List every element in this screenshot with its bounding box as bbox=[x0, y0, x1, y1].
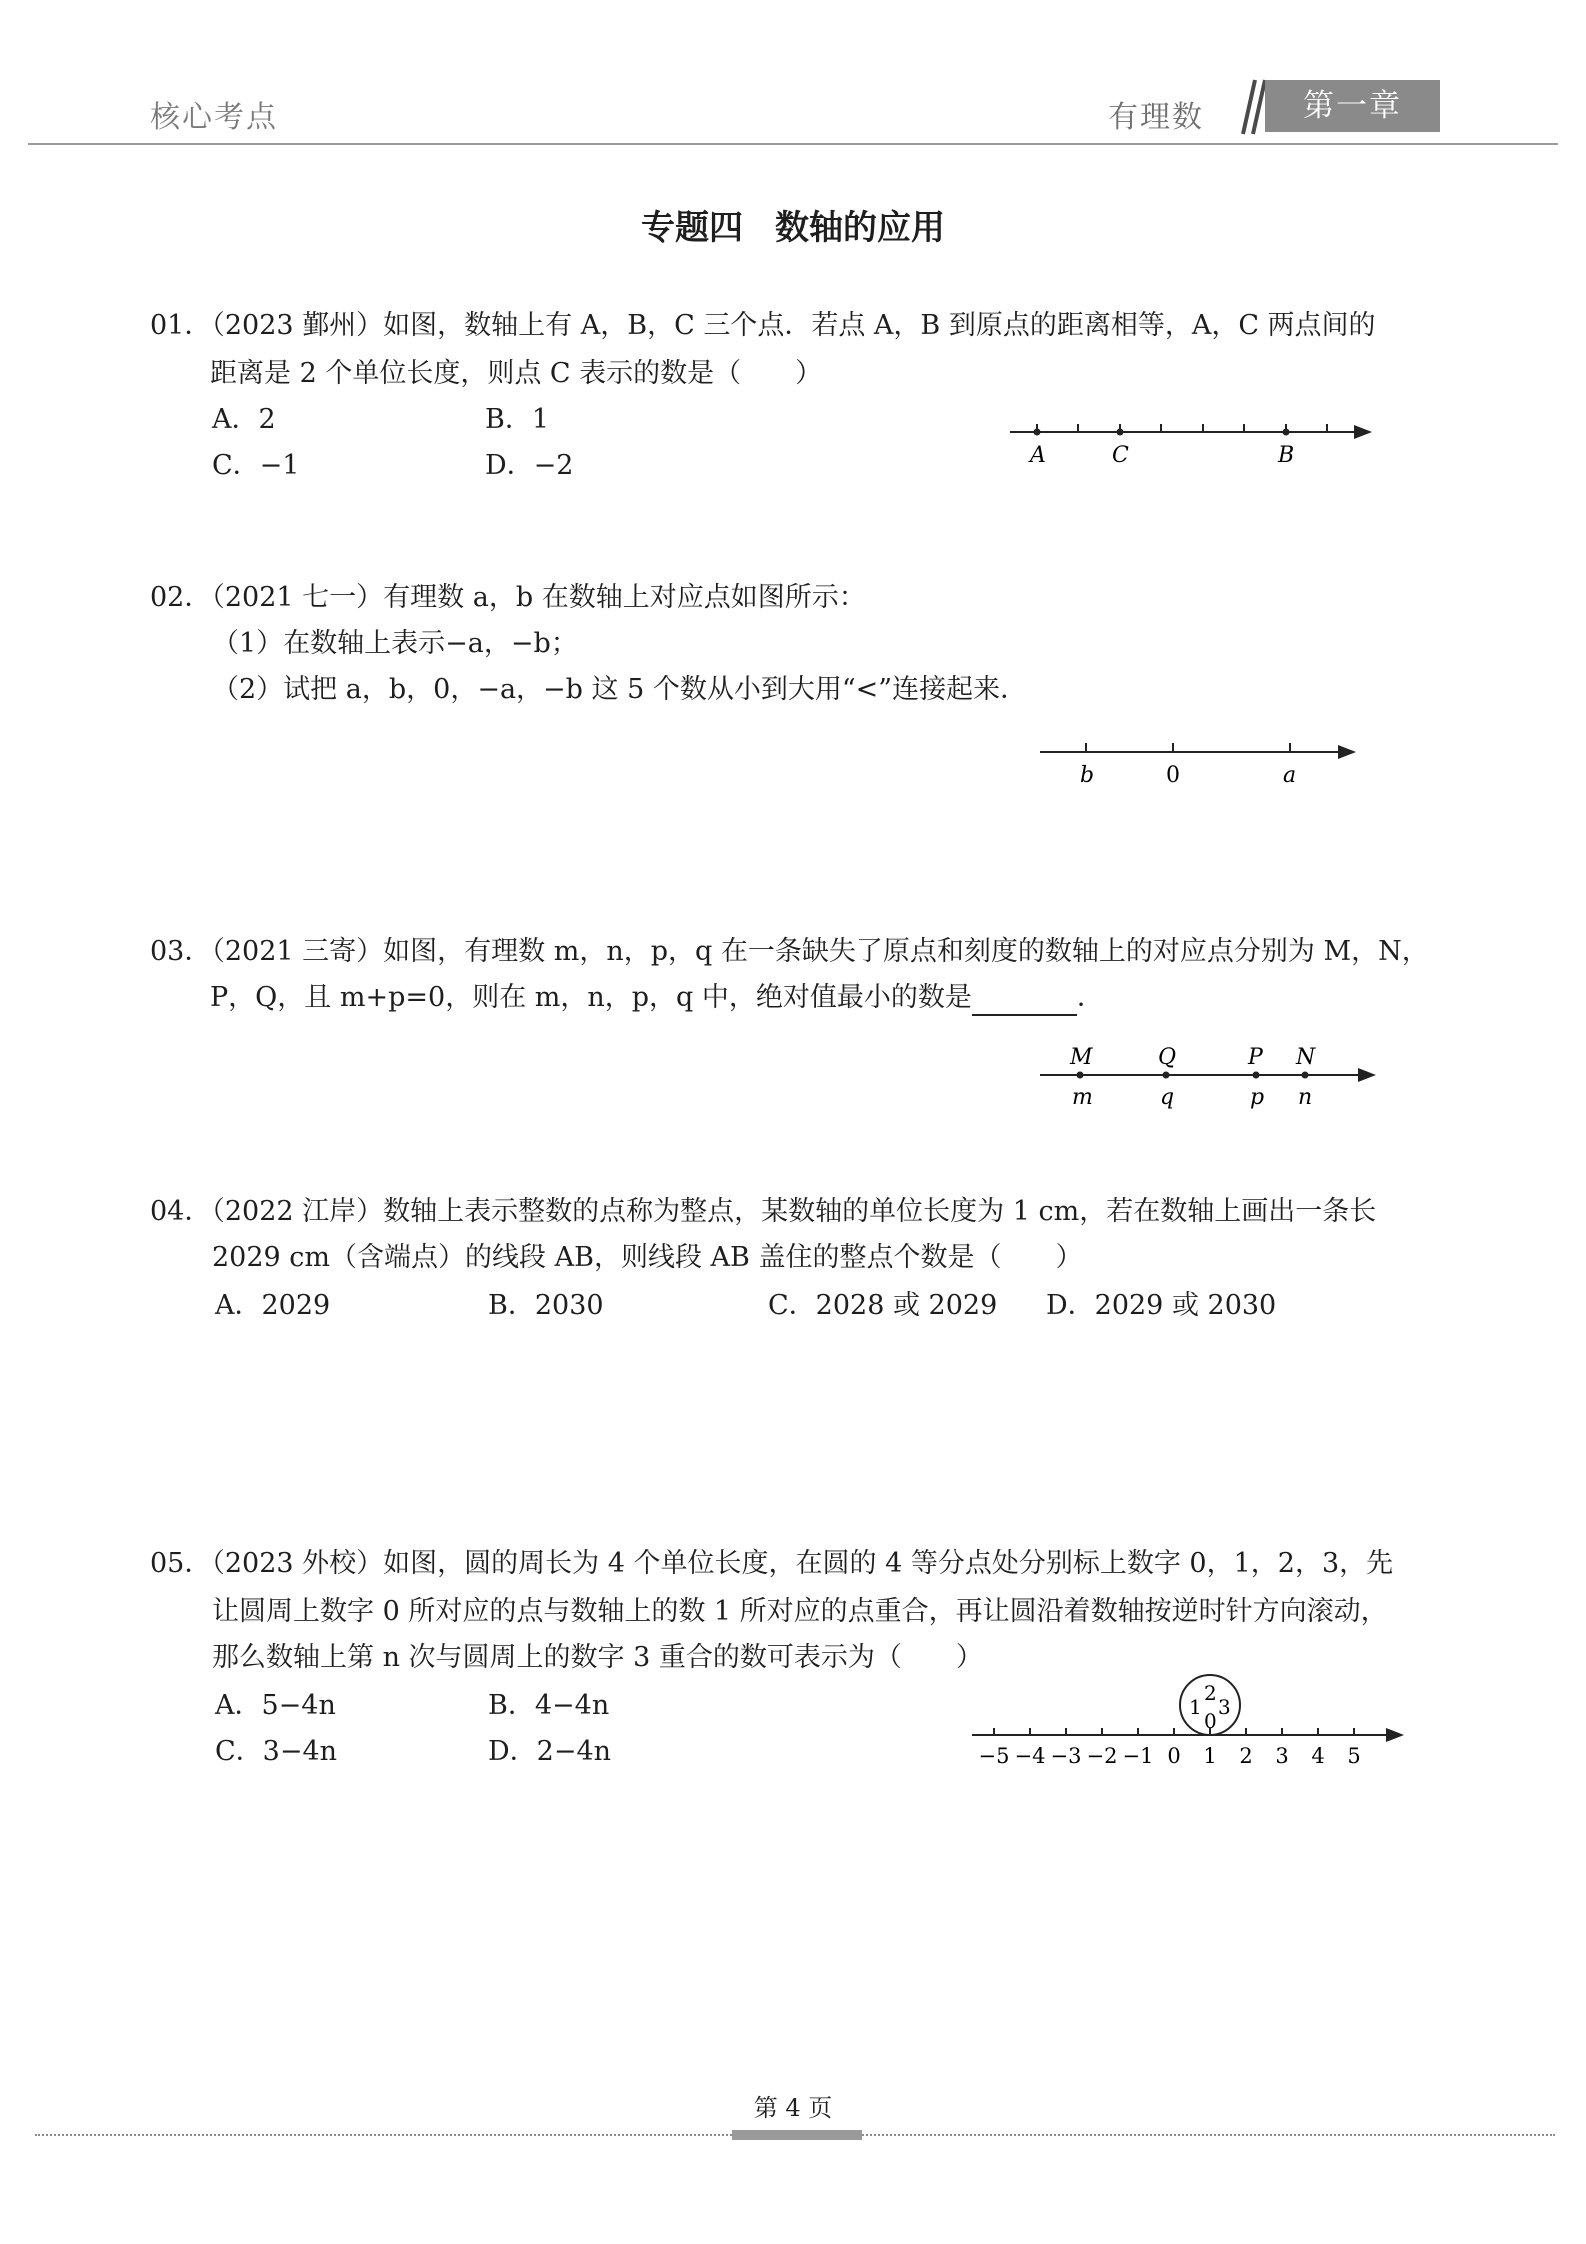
header-section-label: 核心考点 bbox=[150, 100, 278, 135]
q3-line1: 03．（2021 三寄）如图，有理数 m，n，p，q 在一条缺失了原点和刻度的数轴上的对应点分别为 M，N， bbox=[150, 936, 1429, 967]
q3-point-label-p: P bbox=[1248, 1045, 1263, 1070]
q5-tick-label: 3 bbox=[1275, 1744, 1289, 1768]
q5-option-c: C．3−4n bbox=[215, 1736, 338, 1767]
q5-line3: 那么数轴上第 n 次与圆周上的数字 3 重合的数可表示为（ ） bbox=[212, 1642, 983, 1673]
title-name: 数轴的应用 bbox=[775, 208, 945, 248]
q1-point-c bbox=[1117, 429, 1124, 436]
q1-option-a: A．2 bbox=[212, 404, 276, 435]
q5-tick-label: 4 bbox=[1311, 1744, 1325, 1768]
q3-point-q bbox=[1163, 1072, 1170, 1079]
q3-value-q: q bbox=[1160, 1085, 1175, 1110]
q1-line1: 01．（2023 鄞州）如图，数轴上有 A，B，C 三个点．若点 A，B 到原点的距离相等，A，C 两点间的 bbox=[150, 310, 1376, 341]
q3-value-p: p bbox=[1250, 1085, 1265, 1110]
q4-option-b: B．2030 bbox=[488, 1290, 604, 1321]
q3-answer-blank bbox=[972, 986, 1077, 1016]
q5-circle-digit-0: 0 bbox=[1204, 1709, 1217, 1733]
q5-option-b: B．4−4n bbox=[488, 1690, 610, 1721]
page-number: 第 4 页 bbox=[753, 2094, 833, 2122]
q1-label-c: C bbox=[1112, 443, 1129, 468]
q5-option-a: A．5−4n bbox=[215, 1690, 336, 1721]
q3-point-m bbox=[1077, 1072, 1084, 1079]
q3-point-label-n: N bbox=[1296, 1045, 1316, 1070]
q4-option-d: D．2029 或 2030 bbox=[1046, 1290, 1277, 1321]
q2-label-b: b bbox=[1080, 763, 1095, 788]
header-chapter-badge: 第一章 bbox=[1265, 80, 1440, 132]
q5-circle-digit-3: 3 bbox=[1218, 1695, 1231, 1719]
q1-number-line bbox=[1000, 410, 1380, 470]
q5-number-line bbox=[960, 1672, 1410, 1772]
q1-label-b: B bbox=[1278, 443, 1295, 468]
q5-tick-label: −1 bbox=[1122, 1744, 1154, 1768]
q2-line2: （1）在数轴上表示−a，−b； bbox=[212, 628, 578, 659]
page-title bbox=[0, 200, 1586, 249]
q2-label-zero: 0 bbox=[1166, 763, 1180, 788]
q3-point-p bbox=[1253, 1072, 1260, 1079]
q5-tick-label: −5 bbox=[978, 1744, 1010, 1768]
q5-option-d: D．2−4n bbox=[488, 1736, 612, 1767]
q3-value-n: n bbox=[1298, 1085, 1313, 1110]
q4-line2: 2029 cm（含端点）的线段 AB，则线段 AB 盖住的整点个数是（ ） bbox=[212, 1242, 1083, 1273]
q5-circle-digit-2: 2 bbox=[1204, 1681, 1217, 1705]
q1-option-b: B．1 bbox=[485, 404, 550, 435]
q1-point-b bbox=[1283, 429, 1290, 436]
q3-point-n bbox=[1302, 1072, 1309, 1079]
q1-point-a bbox=[1034, 429, 1041, 436]
header-topic-label: 有理数 bbox=[1108, 100, 1204, 135]
header-slash-decoration bbox=[1225, 78, 1270, 136]
header-rule bbox=[28, 143, 1558, 145]
q5-tick-label: −2 bbox=[1086, 1744, 1118, 1768]
q3-line2-wrap bbox=[210, 980, 1104, 1016]
q3-point-label-q: Q bbox=[1158, 1045, 1177, 1070]
q4-option-a: A．2029 bbox=[215, 1290, 331, 1321]
q5-tick-label: 5 bbox=[1347, 1744, 1361, 1768]
q1-line2: 距离是 2 个单位长度，则点 C 表示的数是（ ） bbox=[210, 358, 823, 389]
q2-number-line bbox=[1030, 730, 1360, 790]
q3-line2-end: ． bbox=[1076, 982, 1104, 1013]
q3-value-m: m bbox=[1072, 1085, 1093, 1110]
q3-point-label-m: M bbox=[1070, 1045, 1093, 1070]
q2-line1: 02．（2021 七一）有理数 a，b 在数轴上对应点如图所示： bbox=[150, 582, 866, 613]
q5-tick-label: 2 bbox=[1239, 1744, 1253, 1768]
q1-label-a: A bbox=[1030, 443, 1046, 468]
q5-circle-digit-1: 1 bbox=[1189, 1695, 1202, 1719]
q3-line2: P，Q，且 m+p=0，则在 m，n，p，q 中，绝对值最小的数是 bbox=[210, 982, 972, 1013]
q2-label-a: a bbox=[1283, 763, 1297, 788]
q5-line2: 让圆周上数字 0 所对应的点与数轴上的数 1 所对应的点重合，再让圆沿着数轴按逆时针方向滚动， bbox=[212, 1596, 1388, 1627]
q3-number-line bbox=[1030, 1042, 1380, 1112]
q5-line1: 05．（2023 外校）如图，圆的周长为 4 个单位长度，在圆的 4 等分点处分别标上数字 0，1，2，3，先 bbox=[150, 1548, 1394, 1579]
q5-tick-label: −3 bbox=[1050, 1744, 1082, 1768]
q4-line1: 04．（2022 江岸）数轴上表示整数的点称为整点，某数轴的单位长度为 1 cm，若在数轴上画出一条长 bbox=[150, 1196, 1377, 1227]
q5-tick-label: −4 bbox=[1014, 1744, 1046, 1768]
q1-option-d: D．−2 bbox=[485, 450, 574, 481]
q5-tick-label: 0 bbox=[1167, 1744, 1181, 1768]
footer-bar bbox=[732, 2130, 862, 2140]
q4-option-c: C．2028 或 2029 bbox=[768, 1290, 998, 1321]
q1-option-c: C．−1 bbox=[212, 450, 300, 481]
title-topic: 专题四 bbox=[641, 208, 743, 248]
q5-tick-label: 1 bbox=[1203, 1744, 1217, 1768]
q2-line3: （2）试把 a，b，0，−a，−b 这 5 个数从小到大用“<”连接起来． bbox=[212, 674, 1028, 705]
